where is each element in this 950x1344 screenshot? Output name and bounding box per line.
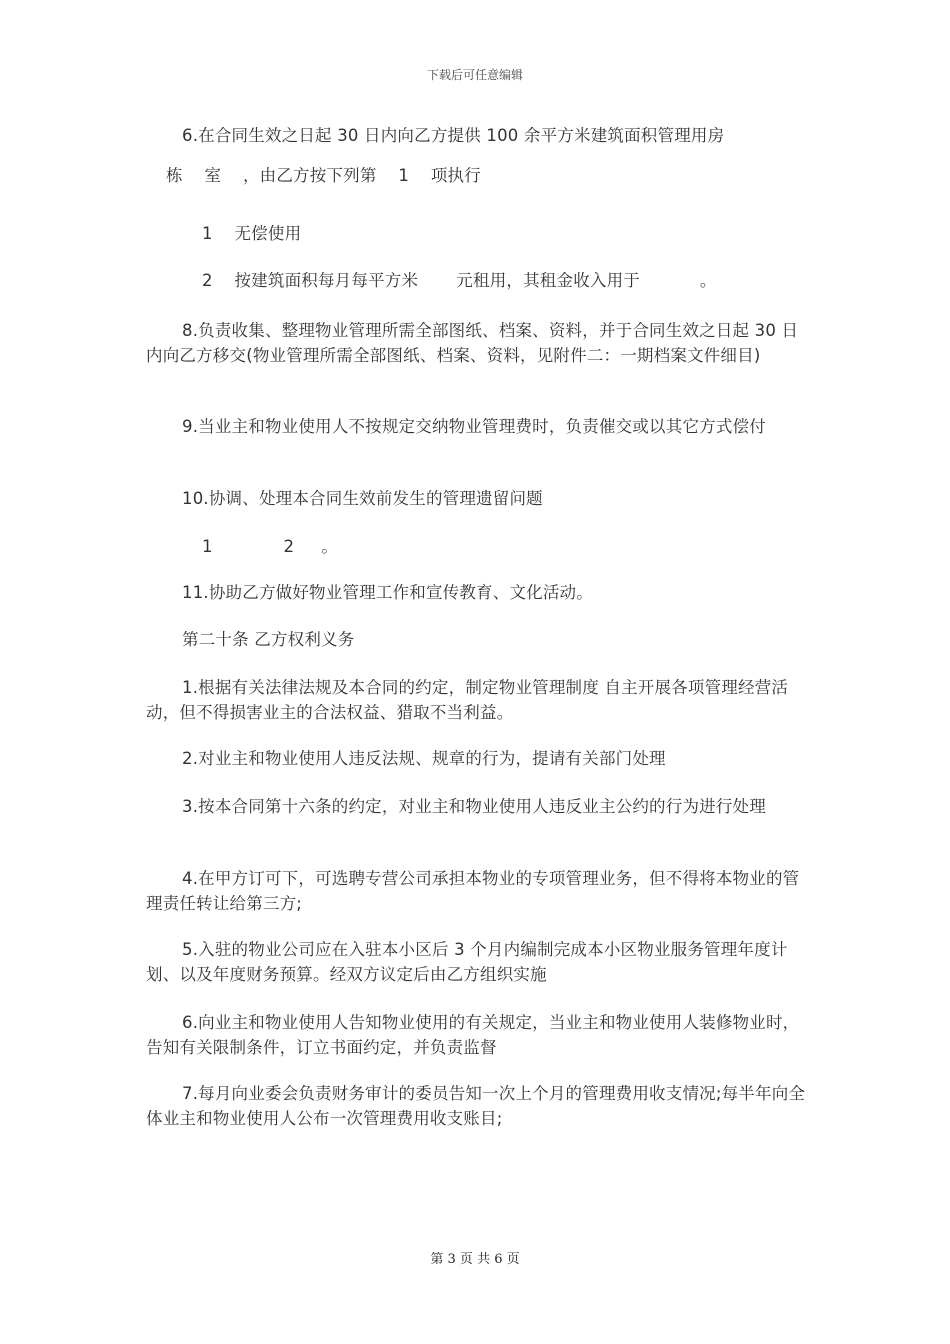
right-1: 1.根据有关法律法规及本合同的约定，制定物业管理制度 自主开展各项管理经营活动，但不得损害业主的合法权益、猎取不当利益。 [146, 678, 789, 722]
right-3: 3.按本合同第十六条的约定，对业主和物业使用人违反业主公约的行为进行处理 [182, 797, 766, 816]
right-4: 4.在甲方订可下，可选聘专营公司承担本物业的专项管理业务，但不得将本物业的管理责任转让给第三方; [146, 869, 800, 913]
clause-10: 10.协调、处理本合同生效前发生的管理遗留问题 [182, 489, 543, 508]
clause-8: 8.负责收集、整理物业管理所需全部图纸、档案、资料，并于合同生效之日起 30 日内向乙方移交(物业管理所需全部图纸、档案、资料，见附件二：一期档案文件细目) [146, 321, 799, 365]
clause-10-items: 1 2 。 [202, 537, 339, 556]
article-20-heading: 第二十条 乙方权利义务 [182, 630, 355, 649]
clause-11: 11.协助乙方做好物业管理工作和宣传教育、文化活动。 [182, 583, 593, 602]
page-header: 下载后可任意编辑 [426, 68, 523, 82]
right-6: 6.向业主和物业使用人告知物业使用的有关规定，当业主和物业使用人装修物业时，告知有关限制条件，订立书面约定，并负责监督 [146, 1013, 800, 1057]
option-2: 2 按建筑面积每月每平方米 元租用，其租金收入用于 。 [202, 271, 717, 290]
right-7: 7.每月向业委会负责财务审计的委员告知一次上个月的管理费用收支情况;每半年向全体业主和物业使用人公布一次管理费用收支账目; [146, 1084, 806, 1128]
option-1: 1 无偿使用 [202, 224, 302, 243]
right-2: 2.对业主和物业使用人违反法规、规章的行为，提请有关部门处理 [182, 749, 666, 768]
clause-6-line-2: 栋 室 ，由乙方按下列第 1 项执行 [166, 166, 481, 185]
clause-9: 9.当业主和物业使用人不按规定交纳物业管理费时，负责催交或以其它方式偿付 [182, 417, 766, 436]
page-footer: 第 3 页 共 6 页 [430, 1252, 520, 1267]
right-5: 5.入驻的物业公司应在入驻本小区后 3 个月内编制完成本小区物业服务管理年度计划、以及年度财务预算。经双方议定后由乙方组织实施 [146, 940, 788, 984]
clause-6-line-1: 6.在合同生效之日起 30 日内向乙方提供 100 余平方米建筑面积管理用房 [182, 126, 725, 145]
